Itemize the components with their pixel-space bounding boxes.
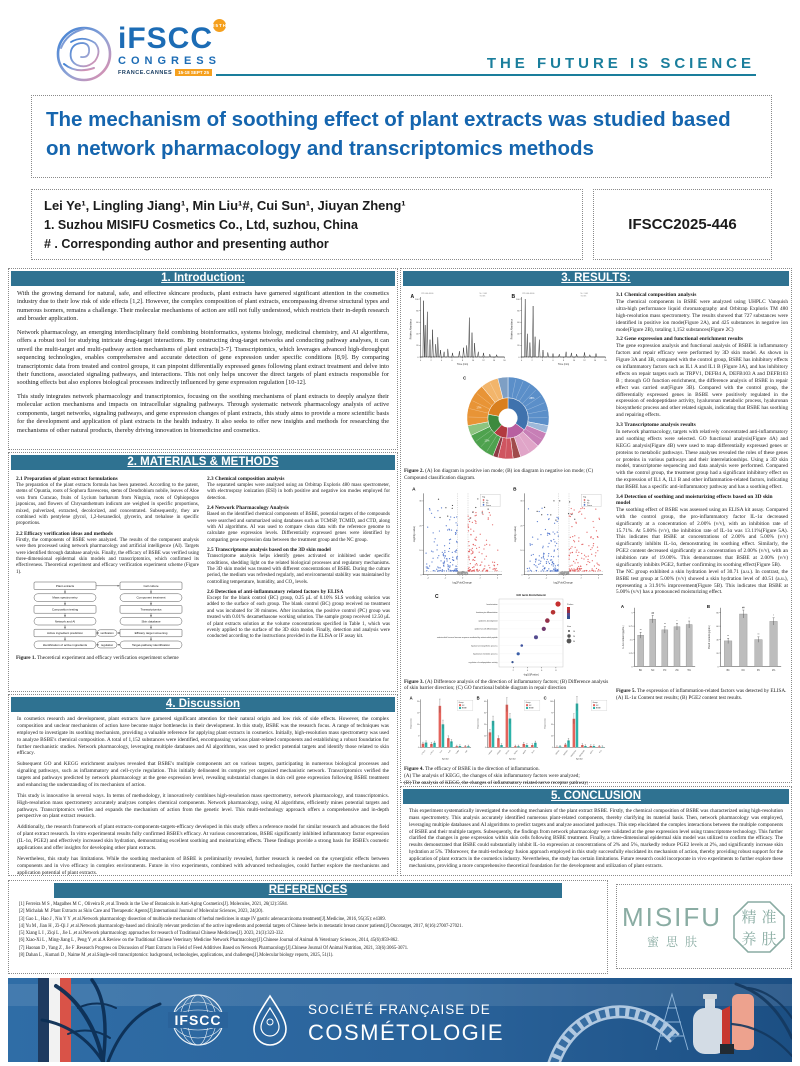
section-discussion <box>8 694 398 876</box>
svg-text:12: 12 <box>482 360 485 362</box>
svg-text:Component treatment: Component treatment <box>135 595 166 600</box>
method-body: Based on the identified chemical components of BSBE, potential targets of the compounds were searched and summarized using databases such as TCMSP, TCMID, and CTD, along with AI algorithms. AI was used to compare clean data with the reference genome to calculate gene expression levels. Differentially expressed genes were identified by comparing gene expression data between the treatment group and the NC group. <box>207 512 390 543</box>
svg-text:20: 20 <box>573 635 576 638</box>
reference-item: [6] Xiao-Xi L , Ming-Jiang L , Peng Y ,et al.A Review on the Traditional Chinese Veterinary Medicine Network Pharmacology[J].Chinese Journal of Animal & Veterinary Sciences, 2014, 45(6):859-862. <box>19 938 399 944</box>
svg-text:B: B <box>476 695 480 701</box>
svg-text:TIC MS: TIC MS <box>479 295 486 298</box>
svg-text:IL-1α content (pg/mL): IL-1α content (pg/mL) <box>621 625 625 650</box>
svg-text:15: 15 <box>416 712 419 715</box>
svg-text:4: 4 <box>598 577 600 580</box>
congress-date-badge: 15-18 SEPT 25 <box>175 69 212 76</box>
svg-text:HTR2A: HTR2A <box>488 750 493 756</box>
svg-text:Group: Group <box>592 702 598 705</box>
svg-text:0: 0 <box>563 577 565 580</box>
svg-text:20: 20 <box>483 724 486 727</box>
section-results <box>400 268 792 786</box>
svg-text:##: ## <box>741 607 745 610</box>
svg-text:**: ** <box>757 634 760 637</box>
svg-text:Expression: Expression <box>410 718 412 729</box>
svg-text:8: 8 <box>562 360 565 362</box>
svg-text:Active ingredient prediction: Active ingredient prediction <box>46 631 83 636</box>
svg-text:0: 0 <box>521 574 523 577</box>
svg-text:CAMP: CAMP <box>455 750 460 755</box>
svg-text:Cell culture: Cell culture <box>142 583 159 588</box>
svg-text:Sig: Sig <box>583 496 587 499</box>
svg-text:2: 2 <box>531 360 533 362</box>
svg-text:6: 6 <box>552 360 554 362</box>
svg-text:12: 12 <box>583 360 586 362</box>
svg-text:6: 6 <box>541 669 543 672</box>
svg-text:A: A <box>620 604 625 610</box>
svg-text:BSBE: BSBE <box>528 707 534 710</box>
svg-text:PGE2 content (pg/mL): PGE2 content (pg/mL) <box>707 625 711 650</box>
svg-text:BC: BC <box>639 670 643 673</box>
svg-text:10: 10 <box>573 630 576 633</box>
svg-text:2%: 2% <box>675 670 679 673</box>
svg-text:BC: BC <box>726 670 730 673</box>
discussion-header: 4. Discussion <box>11 697 395 712</box>
svg-text:**: ** <box>639 630 642 633</box>
svg-text:##: ## <box>651 613 655 616</box>
svg-text:3.75: 3.75 <box>628 626 633 629</box>
svg-text:1.25: 1.25 <box>628 653 633 656</box>
svg-text:B: B <box>706 604 711 610</box>
method-subheading: 2.2 Efficacy verification ideas and methods <box>16 530 113 537</box>
svg-text:*: * <box>688 618 690 621</box>
ifscc-congress-rose-icon <box>52 20 116 88</box>
svg-text:17%: 17% <box>476 406 482 410</box>
svg-text:0: 0 <box>462 577 464 580</box>
method-subheading: 2.4 Network Pharmacology Analysis <box>207 505 289 512</box>
svg-text:Network and AI: Network and AI <box>54 619 75 624</box>
paper-id-box <box>593 189 772 260</box>
svg-text:CXCL1: CXCL1 <box>430 750 435 756</box>
svg-text:80: 80 <box>716 612 719 615</box>
congress-label: CONGRESS <box>118 55 221 67</box>
svg-text:40: 40 <box>517 333 520 336</box>
svg-text:40: 40 <box>483 700 486 703</box>
reference-item: [2] Michalak M .Plant Extracts as Skin Care and Therapeutic Agents[J].International Journal of Molecular Sciences, 2023, 24(20). <box>19 909 264 915</box>
svg-text:TNF: TNF <box>465 750 469 754</box>
svg-text:2%: 2% <box>771 670 776 673</box>
svg-text:B: B <box>513 487 517 493</box>
svg-text:NC: NC <box>651 670 655 673</box>
svg-text:Group: Group <box>458 702 464 705</box>
svg-text:C: C <box>463 375 467 381</box>
paper-id: IFSCC2025-446 <box>628 216 737 233</box>
svg-text:0: 0 <box>420 574 422 577</box>
svg-text:60: 60 <box>416 322 419 324</box>
fig2c-compound-pie-chart <box>454 370 562 466</box>
svg-text:-log10(p-value): -log10(p-value) <box>412 525 416 542</box>
svg-text:2: 2 <box>479 577 481 580</box>
svg-text:Symbol: Symbol <box>575 758 583 761</box>
svg-text:Down: Down <box>586 504 592 507</box>
svg-text:4: 4 <box>497 577 499 580</box>
svg-text:**: ** <box>663 624 666 627</box>
svg-text:NC: NC <box>595 704 599 707</box>
method-body: The preparation of the plant extracts formula has been patented. According to the patent, stems of Opuntia, roots of Sophora flavescens, stems of Dendrobium nobile, leaves of Aloe vera from Curacao, fruits of Lycium barbarum from Ningxia, roots of Ophiopogon japonicus, and flowers of Chrysanthemum indicum are weighed in specific proportions, mixed, pulverized, extracted, decolorized, and concentrated. Subsequently, they are combined with pentylene glycol, 1,2-hexanediol, glycerin, and trehalose in specific proportions. <box>16 483 199 527</box>
section-references <box>8 880 608 974</box>
reference-item: [7] Haonan D , Yang Z , Jie F .Research Progress on Discussion of Plant Extracts in Field of Feed Additives Based on Network Pharmacology[J].Chinese Journal Of Animal Nutrition, 2021, 33(6):3065-3071. <box>19 945 409 951</box>
svg-text:Symbol: Symbol <box>441 758 449 761</box>
svg-text:-4: -4 <box>427 577 429 580</box>
svg-text:*: * <box>773 615 775 618</box>
svg-text:Group: Group <box>525 702 531 705</box>
svg-text:30: 30 <box>483 712 486 715</box>
svg-text:-4: -4 <box>528 577 530 580</box>
svg-text:Transcriptomics: Transcriptomics <box>139 607 162 612</box>
method-body: Firstly, the components of BSBE were analyzed. The results of the component analysis were then processed using network pharmacology and artificial intelligence (AI). Targets were identified through database analysis. Finally, the efficacy of BSBE was verified using three-dimensional epidermal skin models and transcriptomics, which confirmed its effectiveness. Theoretical experiment and efficacy verification experiment scheme (Figure 1). <box>16 537 199 575</box>
svg-text:epidermis development: epidermis development <box>478 619 498 622</box>
sfc-wordmark <box>308 1002 504 1045</box>
method-subheading: 2.6 Detection of anti-inflammatory related factors by ELISA <box>207 589 344 596</box>
congress-location: FRANCE.CANNES <box>118 69 173 76</box>
svg-text:16: 16 <box>503 360 506 362</box>
figure5-caption: Figure 5. The expression of inflammation-related factors was detected by ELISA. (A) IL-1α Content test results; (B) PGE2 content test results. <box>616 688 787 701</box>
introduction-header: 1. Introduction: <box>11 271 395 286</box>
svg-text:BSBE: BSBE <box>595 707 601 710</box>
svg-text:regulation of endopeptidase ac: regulation of endopeptidase activity <box>468 661 498 664</box>
method-subheading: 2.1 Preparation of plant extract formulations <box>16 476 118 482</box>
svg-text:Symbol: Symbol <box>508 758 516 761</box>
svg-text:80: 80 <box>416 310 419 313</box>
svg-text:16: 16 <box>604 360 607 362</box>
svg-text:30: 30 <box>419 500 422 503</box>
results-body: The NC group exhibited a skin hydration level of 30.71 (a.u.). In contrast, the BSBE test group at 5.00% (v/v) showed a skin hydration level of 40.51 (a.u.), representing a 31.91% improvement(Figure 5B). This indicates that BSBE at 5.00% (v/v) has a pronounced moisturizing effect. <box>616 568 788 596</box>
svg-text:0: 0 <box>520 360 523 362</box>
fig4a-grouped-bars <box>408 692 475 764</box>
fig5b-elisa-bars <box>702 598 788 686</box>
svg-text:hyaluronan biosynthetic proces: hyaluronan biosynthetic process <box>471 644 498 647</box>
svg-text:A: A <box>412 487 416 493</box>
section-methods <box>8 452 398 692</box>
svg-text:NC: NC <box>528 704 532 707</box>
ifscc-congress-wordmark <box>118 22 228 76</box>
svg-text:12%: 12% <box>484 439 490 443</box>
svg-text:KRT1: KRT1 <box>590 750 594 755</box>
svg-text:PC: PC <box>756 670 760 673</box>
svg-text:25: 25 <box>550 735 553 738</box>
svg-text:log2FoldChange: log2FoldChange <box>553 580 573 584</box>
svg-text:2.5: 2.5 <box>629 639 633 642</box>
svg-text:60: 60 <box>716 626 719 629</box>
svg-text:0: 0 <box>631 666 633 669</box>
svg-text:-2: -2 <box>444 577 447 580</box>
svg-text:100: 100 <box>516 298 520 301</box>
svg-text:5: 5 <box>417 735 419 738</box>
svg-text:verification: verification <box>99 631 114 636</box>
svg-text:FLG: FLG <box>599 750 603 754</box>
svg-text:TRPA1: TRPA1 <box>514 750 519 756</box>
svg-text:Relative Abundance: Relative Abundance <box>511 318 514 340</box>
svg-text:DEFB1: DEFB1 <box>555 750 560 756</box>
affiliation-line: 1. Suzhou MISIFU Cosmetics Co., Ltd, suzhou, China <box>44 218 358 232</box>
section-introduction <box>8 268 398 450</box>
svg-text:Plant extracts: Plant extracts <box>55 583 74 588</box>
svg-text:DEFB103A: DEFB103A <box>570 750 577 758</box>
svg-text:Expression: Expression <box>477 718 479 729</box>
svg-text:Relative Abundance: Relative Abundance <box>410 318 413 340</box>
svg-text:log2FoldChange: log2FoldChange <box>452 580 472 584</box>
svg-text:B: B <box>511 294 516 300</box>
svg-text:IL1B: IL1B <box>448 750 452 754</box>
svg-text:4: 4 <box>541 360 544 362</box>
svg-text:epidermal cell differentiation: epidermal cell differentiation <box>474 628 498 631</box>
method-subheading: 2.5 Transcriptome analysis based on the 3D skin model <box>207 547 331 554</box>
svg-text:60: 60 <box>517 322 520 324</box>
svg-text:Size: Size <box>567 625 572 628</box>
svg-text:RT: 0.00-16.00: RT: 0.00-16.00 <box>522 293 535 295</box>
svg-text:5%: 5% <box>687 670 691 673</box>
svg-text:NC: NC <box>741 670 745 673</box>
svg-text:C: C <box>435 593 439 600</box>
svg-text:NGFR: NGFR <box>522 750 527 755</box>
footer-banner <box>8 978 792 1062</box>
intro-paragraph: With the growing demand for natural, safe, and effective skincare products, plant extracts have garnered significant attention in the cosmetics industry due to their low risk of side effects [1,2]. However, the complex composition of plant extracts, encompassing diverse structural types and numerous isomers, remains a challenge. Their molecular mechanisms of action are still not fully understood, which restricts their in-depth research and broader application. <box>17 290 389 323</box>
misifu-seal-icon <box>732 900 786 954</box>
svg-text:8: 8 <box>461 360 464 362</box>
fig3b-volcano-plot <box>508 482 609 588</box>
svg-text:IL1A: IL1A <box>439 750 443 754</box>
results-subheading: 3.4 Detection of soothing and moisturizing effects based on 3D skin model <box>616 493 773 506</box>
discussion-paragraph: Nevertheless, this study has limitations. While the soothing mechanism of BSBE is preliminarily revealed, further research is needed on the synergistic effects between components and in vivo efficacy in complex environments. Future in vivo experiments, combined with advanced technologies, could further explore the mechanisms and application potential of plant extracts. <box>17 855 389 876</box>
conclusion-body: This experiment systematically investigated the soothing mechanism of the plant extract BSBE. Firstly, the chemical composition of BSBE was characterized using high-resolution mass spectrometry. This analysis accurately identified numerous plant-related components, thereby clarifying its material basis. Then, network pharmacology was employed, leveraging multiple databases and AI algorithms to predict targets and analyze associated pathways. This step elucidated the complex interactions between the multiple components of BSBE and their multiple targets. Subsequently, the findings from network pharmacology were validated at the gene expression level using transcriptome technology. This further clarified the changes in gene expression within skin cells following BSBE treatment. Finally, a three-dimensional epidermal skin model was utilized to confirm the efficacy. The results demonstrated that BSBE could substantially inhibit IL-1α expression at concentrations of 2% and 5%, markedly reduce PGE2 levels at 2%, and significantly increase skin hydration at 5%. TMoreover, the multi-technology fusion approach employed in this study successfully elucidated its mechanism of action, thereby providing robust support for the application of plant extracts in the cosmetics industry. Nevertheless, the study has certain limitations. Future research could incorporate in vivo experiments to further explore these mechanisms, providing a more comprehensive theoretical foundation for the development and utilization of plant extracts. <box>409 808 783 869</box>
svg-text:14: 14 <box>492 360 496 362</box>
svg-text:75: 75 <box>550 712 553 715</box>
results-header: 3. RESULTS: <box>403 271 789 286</box>
results-body: The soothing effect of BSBE was assessed using an ELISA kit assay. Compared with the control group, the pro-inflammatory factor IL-1α decreased significantly at a concentration of 2.00% (v/v), with an inhibition rate of 15.71%. At 5.00% (v/v), the inhibition rate of IL-1α was 13.11%(Figure 5A). This indicates that BSBE at concentrations of 2.00% and 5.00% (v/v) significantly inhibits IL-1α, demonstrating its soothing effect. Similarly, the PGE2 content decreased significantly at a concentration of 2.00% (v/v), with an inhibition rate of 19.00%. This demonstrates that BSBE at 2.00% (v/v) significantly inhibits PGE2, further confirming its soothing effect(Figure 5B). <box>616 506 788 568</box>
misifu-wordmark: MISIFU <box>621 901 723 932</box>
svg-text:DEFB103B: DEFB103B <box>579 750 586 758</box>
svg-text:Up: Up <box>485 499 489 502</box>
method-body: Except for the blank control (BC) group, 0.25 μL of 0.10% SLS working solution was added to the surface of each group. The blank control (BC) group received no treatment and was incubated for 30 minutes. After incubation, the positive control (PC) group was treated with 0.01% dexamethasone working solution. The sample group received 12.50 μL of plant extracts solution at the volume concentrations specified in Table 1, which was evenly applied to the surface of the 3D skin model. Finally, detection and analysis were conducted according to the instructions provided in the ELISA or IF assay kit. <box>207 596 390 640</box>
svg-text:SOCIÉTÉ FRANÇAISE DE: SOCIÉTÉ FRANÇAISE DE <box>308 1002 491 1017</box>
svg-text:A: A <box>410 294 415 300</box>
title-box <box>31 95 772 178</box>
results-text-column <box>616 289 788 793</box>
method-body: Transcriptome analysis helps identify genes activated or inhibited under specific conditions, shedding light on the related biological processes and regulatory mechanisms. The 3D skin model was treated with different concentrations of BSBE. During the culture period, the medium was refreshed regularly, and environmental stability was maintained by controlling temperature, humidity, and CO₂ levels. <box>207 554 390 585</box>
svg-text:准: 准 <box>761 909 777 926</box>
svg-text:**: ** <box>727 636 730 639</box>
svg-text:regulation: regulation <box>100 642 113 647</box>
svg-text:0: 0 <box>484 747 486 750</box>
svg-text:-log10(p-value): -log10(p-value) <box>513 525 517 542</box>
figure4-caption: Figure 4. The efficacy of BSBE in the direction of inflammation. (A) The analysis of KEGG, the changes of skin inflammatory factors were analyzed; (B) The analysis of KEGG, the changes of inflammatory related nerve receptor pathway; <box>404 766 589 786</box>
svg-text:8: 8 <box>555 669 557 672</box>
svg-text:0: 0 <box>551 747 553 750</box>
svg-text:30: 30 <box>520 500 523 503</box>
reference-item: [3] Gao L , Hao J , Niu Y Y ,et al.Network pharmacology dissection of multiscale mechanisms of herbal medicines in stage IV gastric adenocarcinoma treatment[J].Medicine, 2016, 95(35): e4389. <box>19 916 386 922</box>
references-header: REFERENCES <box>54 883 562 898</box>
fig2a-chromatogram-positive <box>407 289 508 369</box>
reference-item: [5] Xiang L I , Ziqi L , Jie L ,et al.Network pharmacology approaches for research of Traditional Chinese Medicines[J]. 2023, 21(3):323-332. <box>19 931 285 937</box>
svg-text:antimicrobial humoral immune r: antimicrobial humoral immune response mediated by antimicrobial peptide <box>436 636 498 639</box>
svg-text:100: 100 <box>415 298 419 301</box>
results-body: The gene expression analysis and functional analysis of BSBE in inflammatory factors and repair efficacy were performed by 3D skin model. As shown in Figure 3A and 3B, compared with the control group, BSBE has inhibitory effects on inflammatory factors such as IL1 A and IL1 B (Figure 3A), and has inhibitory effects on repair targets such as TRPV1, DEFB4 A, DEFB103 A and DEFB103 B ; through GO function enrichment, the difference analysis of BSBE in repair effect was carried out(Figure 3B). Compared with the control group, the differentially expressed genes in BSBE were positively regulated in the expression of endopeptidase activity, hyaluronan metabolic process, hyaluronan biosynthetic process and other related signals, indicating that BSBE has soothing and repairing effects. <box>616 343 788 419</box>
svg-text:10: 10 <box>483 735 486 738</box>
svg-text:2: 2 <box>512 669 514 672</box>
svg-text:0: 0 <box>417 356 419 359</box>
svg-text:0: 0 <box>518 356 520 359</box>
method-body: The separated samples were analyzed using an Orbitrap Exploris 480 mass spectrometer, with electrospray ionization (ESI) in both positive and negative ion modes employed for detection. <box>207 483 390 501</box>
svg-text:2: 2 <box>580 577 582 580</box>
svg-text:C: C <box>543 695 547 701</box>
header-rule <box>216 74 756 76</box>
reference-item: [1] Ferreira M S , Magalhes M C , Oliveira R ,et al.Trends in the Use of Botanicals in Anti-Aging Cosmetics[J]. Molecules, 2021, 26(12):3584. <box>19 902 288 907</box>
svg-text:RT: 0.00-16.00: RT: 0.00-16.00 <box>421 293 434 295</box>
svg-text:Pvalue: Pvalue <box>567 603 574 606</box>
svg-text:0: 0 <box>419 360 422 362</box>
results-subheading: 3.3 Transcriptome analysis results <box>616 422 696 428</box>
svg-text:50: 50 <box>550 724 553 727</box>
svg-text:80: 80 <box>517 310 520 313</box>
svg-text:TIC MS: TIC MS <box>580 295 587 298</box>
fig2b-chromatogram-negative <box>508 289 609 369</box>
intro-paragraph: This study integrates network pharmacology and transcriptomics, focusing on the soothing mechanisms of plant extracts to deeply analyze their molecular action mechanisms and impacts on intracellular signaling pathways. Through systematic network pharmacology analysis of active components, target networks, signaling pathways, and gene expression changes of plant extracts, this study aims to provide a more scientific basis for the development and application of plant extracts in the health industry. It also seeks to offer new insights and methods for researching the mechanisms of other natural products, thereby driving innovation in biomedicine and cosmetics. <box>17 392 389 434</box>
page-title: The mechanism of soothing effect of plant extracts was studied based on network pharmacology and transcriptomics methods <box>46 108 731 161</box>
svg-text:-log10(Pvalue): -log10(Pvalue) <box>523 673 539 676</box>
svg-text:No: No <box>485 501 489 504</box>
svg-text:PC: PC <box>663 670 667 673</box>
svg-text:DEFB4A: DEFB4A <box>563 750 569 757</box>
svg-text:100: 100 <box>549 700 553 703</box>
method-subheading: 2.3 Chemical composition analysis <box>207 476 285 482</box>
svg-text:keratinization: keratinization <box>486 603 498 606</box>
svg-text:Target-pathway identification: Target-pathway identification <box>131 642 170 647</box>
svg-text:NC: NC <box>461 704 465 707</box>
svg-text:10: 10 <box>419 549 422 552</box>
tagline: THE FUTURE IS SCIENCE <box>486 55 755 72</box>
reference-item: [8] Dahan L , Kumari D , Naime M ,et al.Single-cell transcriptomics: background, technologies, applications, and challenges[J].Molecular biology reports, 2025, 51(1). <box>19 952 334 958</box>
results-subheading: 3.2 Gene expression and functional enrichment results <box>616 336 744 343</box>
svg-text:GO term Enrichment: GO term Enrichment <box>516 592 546 597</box>
fig5a-elisa-bars <box>616 598 702 686</box>
svg-text:20: 20 <box>416 700 419 703</box>
figure2-caption: Figure 2. (A) Ion diagram in positive ion mode; (B) ion diagram in negative ion mode; (C) Compound classification diagram. <box>404 468 594 481</box>
discussion-paragraph: This study is innovative in several ways. In terms of methodology, it innovatively combines high-resolution mass spectrometry, network pharmacology, and transcriptomics. High-resolution mass spectrometry accurately analyzes complex chemical components. Network pharmacology, using AI algorithms, efficiently mines potential targets and pathways. Transcriptomics verifies and expands the mechanism of action from the genetic level. This multi-technology approach offers a comprehensive and in-depth perspective on plant extract research. <box>17 792 389 820</box>
results-subheading: 3.1 Chemical composition analysis <box>616 292 697 298</box>
intro-paragraph: Network pharmacology, an emerging interdisciplinary field combining bioinformatics, systems biology, medicinal chemistry, and AI algorithms, offers a robust tool for studying intricate drug-target interactions. By constructing drug-target networks and conducting pathway analyses, it can unveil the multi-target and multi-pathway action mechanisms of plant extracts[3-7]. Transcriptomics, which leverages advanced high-throughput sequencing technologies, enables comprehensive and accurate detection of gene expression under specific conditions [8,9]. By comparing transcriptomic data from treated and control groups, it can pinpoint differentially expressed genes following plant extract treatment and delve into their functions, associated signaling pathways, and interactions. This not only helps uncover the direct targets of plant extracts responsible for soothing effects but also explores biological processes indirectly influenced by gene expression regulation [10-12]. <box>17 328 389 387</box>
reference-item: [4] Yu M , Jian H , Zi-Qi J ,et al.Network pharmacology-based and clinically relevant prediction of the active ingredients and potential targets of Chinese herbs in metastatic breast cancer patients[J].Oncotarget, 2017, 8(16):27007-27021. <box>19 923 463 929</box>
svg-text:20: 20 <box>416 345 419 348</box>
svg-text:0: 0 <box>417 747 419 750</box>
svg-text:40: 40 <box>716 639 719 642</box>
svg-text:Sig: Sig <box>482 496 486 499</box>
svg-text:Time (min): Time (min) <box>557 363 570 366</box>
discussion-paragraph: Subsequent GO and KEGG enrichment analyses revealed that BSBE's multiple components act on various targets, participating in numerous biological processes and signaling pathways, such as inflammatory and cell-cycle regulation. This initially delineated its complex yet organized mechanistic network. Transcriptomics verified the targets and pathways predicted by network pharmacology at the gene expression level, revealing substantial changes in skin cell gene expression following BSBE treatment and enhancing the understanding of its mechanism of action. <box>17 761 389 788</box>
misifu-chinese: 蜜思肤 <box>646 934 704 949</box>
results-body: In network pharmacology, targets with relatively concentrated anti-inflammatory and soothing effects were selected. GO functional analysis(Figure 4A) and KEGG analysis(Figure 4B) were used to map differentially expressed genes or proteins to metabolic pathways. These analyses revealed the roles of these genes or proteins in various pathways and their interrelationships. Using a 3D skin model, transcriptome sequencing and data analysis were performed. Compared with the control group, the treatment group had a significant inhibitory effect on the expression of IL1 A, IL1 B and other inflammation-related factors, indicating that BSBE has a specific anti-inflammatory pathway and has a soothing effect. <box>616 429 788 490</box>
svg-text:10: 10 <box>416 724 419 727</box>
svg-text:BSBE: BSBE <box>461 707 467 710</box>
svg-text:精: 精 <box>741 909 757 926</box>
svg-text:14: 14 <box>593 360 597 362</box>
svg-text:Identification of active ingre: Identification of active ingredients <box>42 642 87 647</box>
svg-text:30: 30 <box>573 640 576 643</box>
svg-text:2: 2 <box>430 360 432 362</box>
svg-text:Efficacy target screening: Efficacy target screening <box>134 631 167 636</box>
figure1-caption: Figure 1. Theoretical experiment and efficacy verification experiment scheme <box>16 655 179 662</box>
svg-text:Composition testing: Composition testing <box>51 607 78 612</box>
svg-text:28%: 28% <box>529 397 535 401</box>
svg-text:Time (min): Time (min) <box>456 363 469 366</box>
svg-text:4: 4 <box>526 669 529 672</box>
svg-text:肤: 肤 <box>761 931 777 948</box>
section-conclusion <box>400 786 792 876</box>
svg-text:NL: 2.4E9: NL: 2.4E9 <box>479 293 488 295</box>
discussion-paragraph: In cosmetics research and development, plant extracts have garnered significant attention for their natural origin and low risk of side effects. However, the complex composition and unclear mechanisms of action have become major bottlenecks in their development. In this study, BSBE was the research focus. A range of techniques was employed to investigate its soothing mechanism, providing a valuable reference for applying plant extracts in cosmetics. Initially, high-resolution mass spectrometry was used to analyze BSBE's chemical composition. A total of 1,152 substances were identified, encompassing various plant-related components and establishing a robust foundation for further mechanistic studies. Network pharmacology, leveraging multiple databases and AI algorithms, was used to predict potential targets and identify those related to skin efficacy. <box>17 716 389 757</box>
svg-text:6: 6 <box>451 360 453 362</box>
authors-line: Lei Ye¹, Lingling Jiang¹, Min Liu¹#, Cui Sun¹, Jiuyan Zheng¹ <box>44 198 406 213</box>
svg-text:CXCL2: CXCL2 <box>421 750 426 756</box>
svg-text:养: 养 <box>741 931 757 948</box>
svg-text:keratinocyte differentiation: keratinocyte differentiation <box>476 611 498 614</box>
svg-text:20: 20 <box>517 345 520 348</box>
misifu-logo-box <box>616 884 792 969</box>
conclusion-header: 5. CONCLUSION <box>403 789 789 804</box>
svg-text:COSMÉTOLOGIE: COSMÉTOLOGIE <box>308 1020 505 1045</box>
svg-text:20: 20 <box>716 653 719 656</box>
svg-text:-2: -2 <box>545 577 548 580</box>
svg-text:hyaluronan metabolic process: hyaluronan metabolic process <box>473 653 498 656</box>
results-body: The chemical components in BSBE were analyzed using UHPLC Vanquish ultra-high performance liquid chromatography and Orbitrap Exploris TM 480 high-resolution mass spectrometry. The results showed that 727 substances were identified in positive ion mode(Figure 2A), and 425 substances in negative ion mode(Figure 2B), totaling 1,152 substances(Figure 2C) <box>616 299 788 333</box>
svg-text:TRPV1: TRPV1 <box>505 750 510 756</box>
svg-text:NL: 2.4E9: NL: 2.4E9 <box>580 293 589 295</box>
badge-35th: 35TH <box>213 19 226 32</box>
svg-text:10: 10 <box>471 360 475 362</box>
svg-text:Down: Down <box>485 504 491 507</box>
svg-text:*: * <box>676 621 678 624</box>
figure3-caption: Figure 3. (A) Difference analysis of the direction of inflammatory factors; (B) Difference analysis of skin barrier direction; (C) GO functional bubble diagram in repair direction <box>404 678 609 692</box>
svg-text:10: 10 <box>572 360 576 362</box>
svg-text:Up: Up <box>586 499 590 502</box>
svg-text:Mass spectrometry: Mass spectrometry <box>51 595 78 600</box>
svg-text:20: 20 <box>520 524 523 527</box>
authors-box <box>31 189 583 260</box>
svg-text:TAC1: TAC1 <box>531 750 536 755</box>
svg-text:10: 10 <box>520 549 523 552</box>
ifscc-wordmark: iFSCC 35TH <box>118 24 213 54</box>
methods-header: 2. MATERIALS & METHODS <box>11 455 395 470</box>
svg-text:0: 0 <box>717 666 719 669</box>
corresponding-note: # . Corresponding author and presenting author <box>44 237 329 251</box>
results-figures-column <box>404 289 612 793</box>
svg-text:5: 5 <box>631 612 633 615</box>
fig4c-grouped-bars <box>542 692 609 764</box>
fig3a-volcano-plot <box>407 482 508 588</box>
svg-text:Skin database: Skin database <box>140 619 161 624</box>
svg-text:No: No <box>586 501 590 504</box>
svg-text:A: A <box>409 695 413 701</box>
svg-text:4: 4 <box>440 360 443 362</box>
fig4b-grouped-bars <box>475 692 542 764</box>
svg-text:HTR2B: HTR2B <box>497 750 502 756</box>
svg-text:40: 40 <box>416 333 419 336</box>
figure1-flowchart <box>22 579 194 653</box>
svg-text:IFSCC: IFSCC <box>174 1012 222 1028</box>
svg-text:20: 20 <box>419 524 422 527</box>
discussion-paragraph: Additionally, the research framework of plant extracts-components-targets-efficacy developed in this study offers a reference model for similar research and advances the field of plant extract research. In vitro experimental results fully confirmed BSBE's efficacy. At various concentrations, BSBE significantly inhibited inflammatory factor expression (IL-1α, PGE2) and effectively increased skin hydration, demonstrating excellent soothing and moisturizing effects. These findings provide a strong basis for BSBE's cosmetic applications and offer insights for developing other plant extracts. <box>17 824 389 851</box>
svg-text:Expression: Expression <box>544 718 546 729</box>
fig3c-go-dotplot <box>407 589 609 677</box>
